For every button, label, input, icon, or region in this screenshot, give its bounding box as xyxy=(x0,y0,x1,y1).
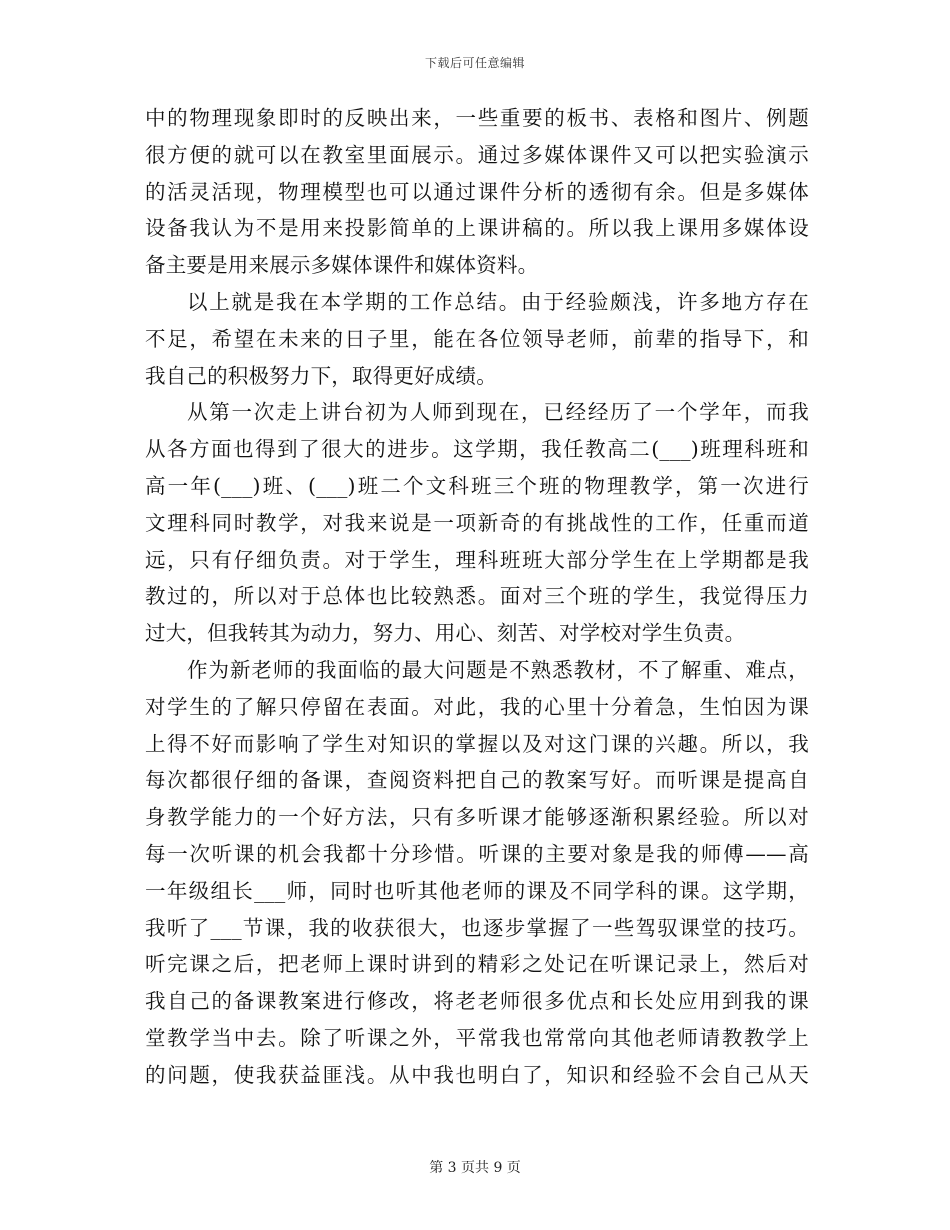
text-line: 备主要是用来展示多媒体课件和媒体资料。 xyxy=(145,253,539,278)
text-line: 高一年(___)班、(___)班二个文科班三个班的物理教学，第一次进行 xyxy=(145,473,809,498)
text-line: 上得不好而影响了学生对知识的掌握以及对这门课的兴趣。所以，我 xyxy=(145,731,809,756)
text-line: 很方便的就可以在教室里面展示。通过多媒体课件又可以把实验演示 xyxy=(145,142,809,167)
text-line: 远，只有仔细负责。对于学生，理科班班大部分学生在上学期都是我 xyxy=(145,547,809,572)
paragraph xyxy=(145,652,809,1094)
page-number: 第 3 页共 9 页 xyxy=(429,1160,521,1176)
text-line: 听完课之后，把老师上课时讲到的精彩之处记在听课记录上，然后对 xyxy=(145,952,809,977)
text-line: 以上就是我在本学期的工作总结。由于经验颇浅，许多地方存在 xyxy=(187,289,809,314)
document-body xyxy=(145,100,809,1094)
text-line: 我自己的备课教案进行修改，将老老师很多优点和长处应用到我的课 xyxy=(145,989,809,1014)
text-line: 我听了___节课，我的收获很大，也逐步掌握了一些驾驭课堂的技巧。 xyxy=(145,915,809,940)
text-line: 对学生的了解只停留在表面。对此，我的心里十分着急，生怕因为课 xyxy=(145,694,809,719)
paragraph xyxy=(145,100,809,284)
text-line: 过大，但我转其为动力，努力、用心、刻苦、对学校对学生负责。 xyxy=(145,621,746,646)
text-line: 每次都很仔细的备课，查阅资料把自己的教案写好。而听课是提高自 xyxy=(145,768,809,793)
text-line: 文理科同时教学，对我来说是一项新奇的有挑战性的工作，任重而道 xyxy=(145,510,809,535)
text-line: 的问题，使我获益匪浅。从中我也明白了，知识和经验不会自己从天 xyxy=(145,1062,809,1087)
paragraph xyxy=(145,284,809,394)
text-line: 的活灵活现，物理模型也可以通过课件分析的透彻有余。但是多媒体 xyxy=(145,179,809,204)
text-line: 一年级组长___师，同时也听其他老师的课及不同学科的课。这学期， xyxy=(145,878,809,903)
text-line: 身教学能力的一个好方法，只有多听课才能够逐渐积累经验。所以对 xyxy=(145,805,809,830)
text-line: 我自己的积极努力下，取得更好成绩。 xyxy=(145,363,497,388)
paragraph xyxy=(145,394,809,652)
text-line: 不足，希望在未来的日子里，能在各位领导老师，前辈的指导下，和 xyxy=(145,326,809,351)
page-header: 下载后可任意编辑 xyxy=(424,56,525,70)
text-line: 堂教学当中去。除了听课之外，平常我也常常向其他老师请教教学上 xyxy=(145,1025,809,1050)
text-line: 设备我认为不是用来投影简单的上课讲稿的。所以我上课用多媒体设 xyxy=(145,216,809,241)
text-line: 从各方面也得到了很大的进步。这学期，我任教高二(___)班理科班和 xyxy=(145,437,809,462)
text-line: 中的物理现象即时的反映出来，一些重要的板书、表格和图片、例题 xyxy=(145,106,809,130)
text-line: 作为新老师的我面临的最大问题是不熟悉教材，不了解重、难点， xyxy=(187,657,809,682)
text-line: 每一次听课的机会我都十分珍惜。听课的主要对象是我的师傅——高 xyxy=(145,841,809,866)
text-line: 教过的，所以对于总体也比较熟悉。面对三个班的学生，我觉得压力 xyxy=(145,584,809,609)
text-line: 从第一次走上讲台初为人师到现在，已经经历了一个学年，而我 xyxy=(187,400,809,425)
